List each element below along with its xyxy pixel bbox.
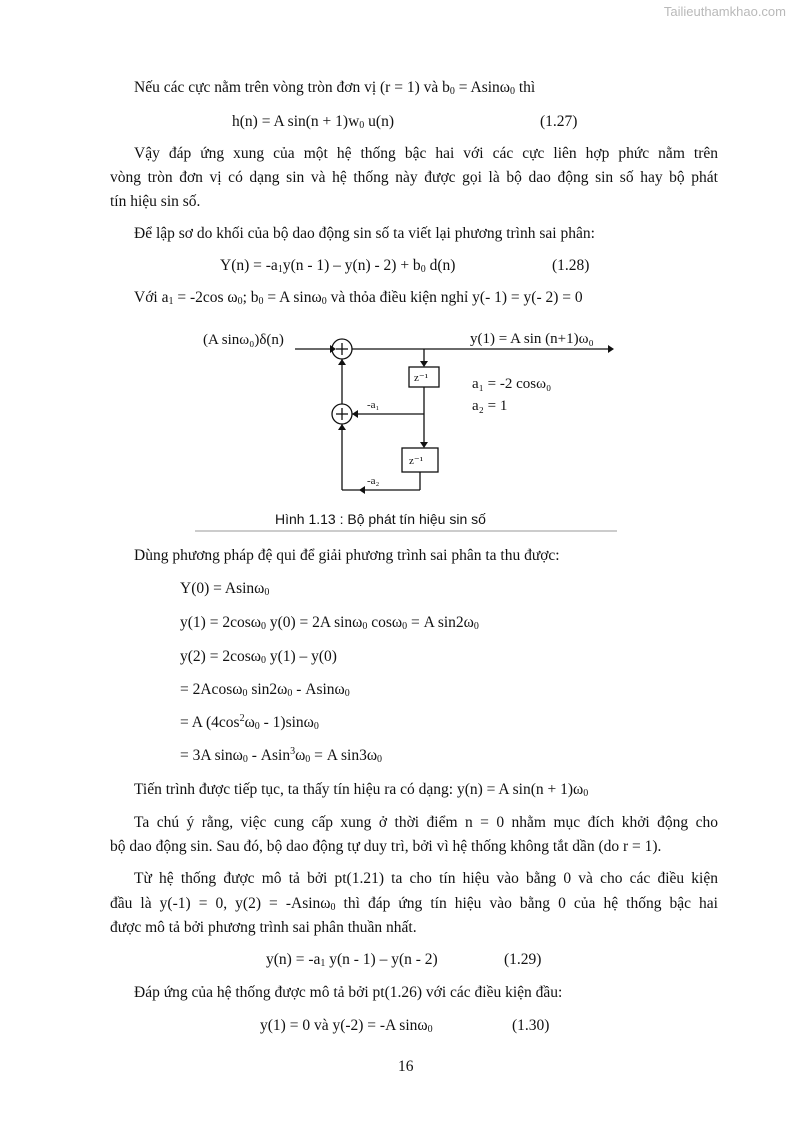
equation-number-1-30: (1.30) — [512, 1017, 550, 1034]
block-diagram-figure — [195, 318, 625, 533]
equation-1-30: y(1) = 0 và y(-2) = -A sinω$_0$ — [260, 1017, 433, 1035]
paragraph-8-line-1: Từ hệ thống được mô tả bởi pt(1.21) ta cho tín hiệu vào bằng 0 và cho các điều kiện — [134, 870, 718, 887]
step-4: = 2Acosω$_0$ $\sin 2\omega_0 - Asin\omega_0$ — [180, 681, 350, 699]
step-2: y(1) = 2cosω$_0$ y(0) = 2A sinω$_0$ cosω$_0$ = A $\sin 2\omega_0$ — [180, 614, 479, 632]
paragraph-5: Dùng phương pháp đệ qui để giải phương trình sai phân ta thu được: — [134, 547, 560, 564]
gain-a2-label: -a₂ — [367, 475, 380, 487]
paragraph-6: Tiến trình được tiếp tục, ta thấy tín hiệu ra có dạng: y(n) = A $\sin(n + 1)\omega_0$ — [134, 781, 589, 799]
paragraph-1: Nếu các cực nằm trên vòng tròn đơn vị (r = 1) và $b_0 = Asin\omega_0$ thì — [134, 79, 536, 97]
step-1: Y(0) = Asinω$_0$ — [180, 580, 270, 598]
equation-number-1-27: (1.27) — [540, 113, 578, 130]
paragraph-2-line-3: tín hiệu sin số. — [110, 193, 201, 210]
param-a2: a₂ = 1 — [472, 398, 508, 414]
paragraph-7-line-1: Ta chú ý rằng, việc cung cấp xung ở thời điểm n = 0 nhằm mục đích khởi động cho — [134, 814, 718, 831]
delay-1-label: z⁻¹ — [414, 372, 428, 384]
figure-caption: Hình 1.13 : Bộ phát tín hiệu sin số — [275, 511, 486, 527]
step-3: y(2) = 2cosω$_0$ y(1) – y(0) — [180, 648, 337, 666]
step-5: = A $(4\cos^2\omega_0 - 1)\sin\omega_0$ — [180, 713, 319, 732]
paragraph-2-line-1: Vậy đáp ứng xung của một hệ thống bậc hai với các cực liên hợp phức nằm trên — [134, 145, 718, 162]
page-number: 16 — [398, 1058, 414, 1075]
output-label: y(1) = A sin (n+1)ω₀ — [470, 331, 594, 347]
delay-2-label: z⁻¹ — [409, 455, 423, 467]
gain-a1-label: -a₁ — [367, 399, 380, 411]
paragraph-3: Để lập sơ do khối của bộ dao động sin số ta viết lại phương trình sai phân: — [134, 225, 595, 242]
paragraph-7-line-2: bộ dao động sin. Sau đó, bộ dao động tự duy trì, bởi vì hệ thống không tắt dần (do r = 1). — [110, 838, 662, 855]
equation-number-1-29: (1.29) — [504, 951, 542, 968]
param-a1: a₁ = -2 cosω₀ — [472, 376, 552, 392]
equation-1-27: h(n) = A $\sin(n + 1)w_0$ u(n) — [232, 113, 394, 131]
paragraph-9: Đáp ứng của hệ thống được mô tả bởi pt(1.26) với các điều kiện đầu: — [134, 984, 563, 1001]
step-6: = 3A $\sin\omega_0 - Asin^3\omega_0 = A$ $\sin 3\omega_0$ — [180, 746, 383, 765]
paragraph-8-line-2: đầu là y(-1) = 0, y(2) = -Asinω$_0$ thì đáp ứng tín hiệu vào bằng 0 của hệ thống bậc hai — [110, 895, 718, 913]
paragraph-8-line-3: được mô tả bởi phương trình sai phân thuần nhất. — [110, 919, 417, 936]
equation-1-29: $y(n) = -a_1$ y(n - 1) – y(n - 2) — [266, 951, 438, 969]
input-label: (A sinω₀)δ(n) — [203, 332, 284, 348]
paragraph-4: Với $a_1 = -2\cos$ $\omega_0$; $b_0 = A$ sinω$_0$ và thỏa điều kiện nghỉ y(- 1) = y(- 2) = 0 — [134, 289, 583, 307]
equation-number-1-28: (1.28) — [552, 257, 590, 274]
paragraph-2-line-2: vòng tròn đơn vị có dạng sin và hệ thống này được gọi là bộ dao động sin số hay bộ phát — [110, 169, 718, 186]
watermark: Tailieuthamkhao.com — [663, 4, 786, 19]
equation-1-28: $Y(n) = -a_1y(n - 1) - y(n) - 2) + b_0$ d(n) — [220, 257, 456, 275]
